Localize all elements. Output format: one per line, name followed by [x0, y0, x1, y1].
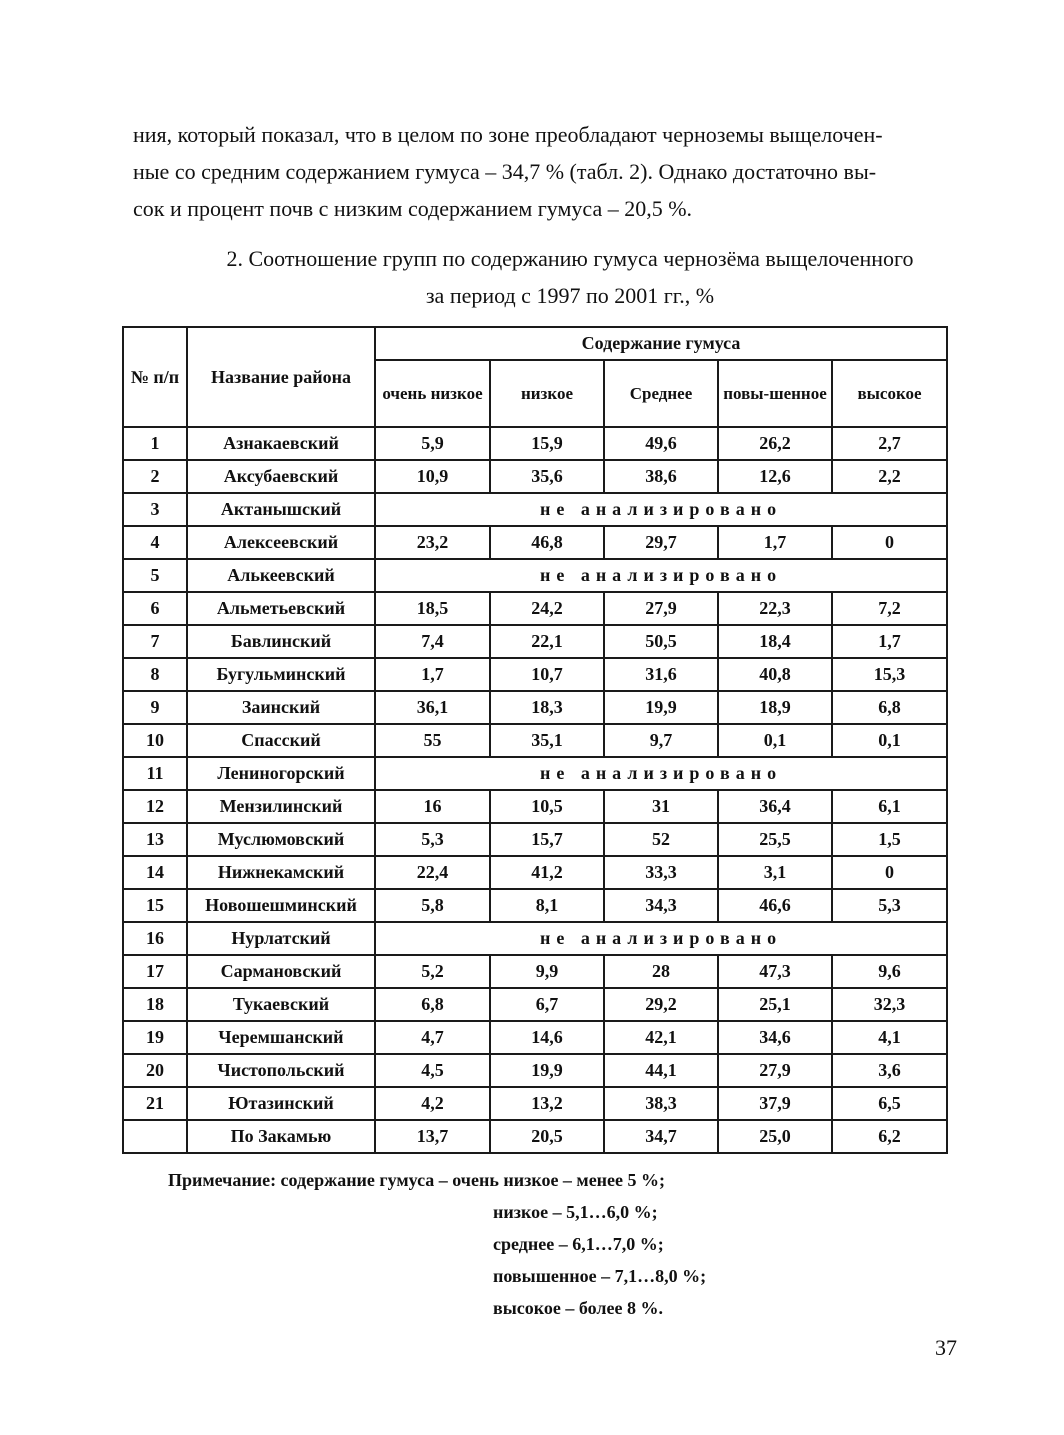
cell-value: 4,1 [832, 1021, 947, 1054]
cell-value: 0,1 [832, 724, 947, 757]
cell-value: 2,7 [832, 427, 947, 460]
cell-district: Муслюмовский [187, 823, 375, 856]
cell-district: Аксубаевский [187, 460, 375, 493]
cell-value: 18,3 [490, 691, 604, 724]
cell-value: 31 [604, 790, 718, 823]
cell-value: 16 [375, 790, 490, 823]
cell-district: Бугульминский [187, 658, 375, 691]
cell-value: 40,8 [718, 658, 832, 691]
cell-district: Алексеевский [187, 526, 375, 559]
cell-value: 5,9 [375, 427, 490, 460]
cell-value: 22,1 [490, 625, 604, 658]
cell-value: 5,3 [375, 823, 490, 856]
cell-value: 23,2 [375, 526, 490, 559]
cell-value: 0 [832, 856, 947, 889]
cell-value: 6,8 [832, 691, 947, 724]
cell-value: 52 [604, 823, 718, 856]
cell-district: Спасский [187, 724, 375, 757]
cell-district: Бавлинский [187, 625, 375, 658]
cell-district: Мензилинский [187, 790, 375, 823]
cell-value: 8,1 [490, 889, 604, 922]
table-row [123, 460, 947, 493]
cell-value: 6,2 [832, 1120, 947, 1153]
cell-value: 6,8 [375, 988, 490, 1021]
cell-value: 13,7 [375, 1120, 490, 1153]
cell-value: 46,8 [490, 526, 604, 559]
cell-not-analyzed: не анализировано [375, 757, 947, 790]
cell-value: 33,3 [604, 856, 718, 889]
cell-value: 0,1 [718, 724, 832, 757]
table-row [123, 559, 947, 592]
cell-not-analyzed: не анализировано [375, 922, 947, 955]
cell-value: 19,9 [490, 1054, 604, 1087]
cell-number: 4 [123, 526, 187, 559]
cell-value: 4,7 [375, 1021, 490, 1054]
table-row [123, 724, 947, 757]
table-row [123, 592, 947, 625]
cell-value: 15,3 [832, 658, 947, 691]
cell-value: 4,5 [375, 1054, 490, 1087]
cell-value: 25,1 [718, 988, 832, 1021]
cell-value: 36,4 [718, 790, 832, 823]
cell-value: 9,6 [832, 955, 947, 988]
cell-value: 4,2 [375, 1087, 490, 1120]
cell-district: Новошешминский [187, 889, 375, 922]
cell-value: 55 [375, 724, 490, 757]
note-lead: Примечание: содержание гумуса – очень низкое – менее 5 %; [168, 1170, 666, 1190]
cell-district: Заинский [187, 691, 375, 724]
cell-district: Тукаевский [187, 988, 375, 1021]
cell-value: 50,5 [604, 625, 718, 658]
cell-value: 26,2 [718, 427, 832, 460]
cell-district: Нижнекамский [187, 856, 375, 889]
cell-value: 15,7 [490, 823, 604, 856]
cell-number: 5 [123, 559, 187, 592]
cell-value: 19,9 [604, 691, 718, 724]
col-header-low: низкое [490, 360, 604, 427]
table-row [123, 988, 947, 1021]
cell-value: 1,7 [832, 625, 947, 658]
cell-value: 35,1 [490, 724, 604, 757]
cell-value: 18,9 [718, 691, 832, 724]
paragraph-line: ния, который показал, что в целом по зоне преобладают черноземы выщелочен- [133, 122, 883, 147]
cell-number: 1 [123, 427, 187, 460]
cell-number: 12 [123, 790, 187, 823]
page-number: 37 [935, 1335, 957, 1360]
cell-district: Лениногорский [187, 757, 375, 790]
cell-value: 18,5 [375, 592, 490, 625]
cell-value: 24,2 [490, 592, 604, 625]
cell-number: 11 [123, 757, 187, 790]
cell-value: 22,3 [718, 592, 832, 625]
cell-number: 6 [123, 592, 187, 625]
table-row [123, 625, 947, 658]
cell-value: 36,1 [375, 691, 490, 724]
intro-paragraph [133, 116, 971, 227]
cell-value: 20,5 [490, 1120, 604, 1153]
cell-value: 1,5 [832, 823, 947, 856]
table-body [123, 427, 947, 1153]
cell-value: 6,7 [490, 988, 604, 1021]
cell-number: 19 [123, 1021, 187, 1054]
cell-value: 0 [832, 526, 947, 559]
cell-district: Сармановский [187, 955, 375, 988]
cell-value: 15,9 [490, 427, 604, 460]
cell-value: 6,5 [832, 1087, 947, 1120]
cell-value: 10,5 [490, 790, 604, 823]
table-row [123, 1054, 947, 1087]
cell-number: 18 [123, 988, 187, 1021]
cell-value: 14,6 [490, 1021, 604, 1054]
table-row [123, 691, 947, 724]
table-row [123, 955, 947, 988]
paragraph-line: сок и процент почв с низким содержанием гумуса – 20,5 %. [133, 196, 693, 221]
cell-district: Черемшанский [187, 1021, 375, 1054]
cell-district: Азнакаевский [187, 427, 375, 460]
cell-number: 7 [123, 625, 187, 658]
cell-value: 10,7 [490, 658, 604, 691]
caption-line-1: 2. Соотношение групп по содержанию гумуса чернозёма выщелоченного [226, 246, 914, 271]
cell-number: 3 [123, 493, 187, 526]
col-header-very-low: очень низкое [375, 360, 490, 427]
cell-value: 32,3 [832, 988, 947, 1021]
cell-value: 29,7 [604, 526, 718, 559]
cell-number: 2 [123, 460, 187, 493]
cell-value: 3,1 [718, 856, 832, 889]
cell-value: 1,7 [718, 526, 832, 559]
cell-value: 7,4 [375, 625, 490, 658]
cell-value: 3,6 [832, 1054, 947, 1087]
table-row [123, 823, 947, 856]
table-row [123, 757, 947, 790]
cell-value: 34,7 [604, 1120, 718, 1153]
cell-value: 49,6 [604, 427, 718, 460]
cell-district: По Закамью [187, 1120, 375, 1153]
cell-number: 17 [123, 955, 187, 988]
cell-number: 20 [123, 1054, 187, 1087]
table-row [123, 526, 947, 559]
note-item: высокое – более 8 %. [493, 1298, 663, 1318]
cell-value: 25,0 [718, 1120, 832, 1153]
cell-not-analyzed: не анализировано [375, 493, 947, 526]
cell-value: 46,6 [718, 889, 832, 922]
caption-line-2: за период с 1997 по 2001 гг., % [425, 283, 715, 308]
col-header-number: № п/п [123, 327, 187, 427]
cell-value: 2,2 [832, 460, 947, 493]
cell-value: 22,4 [375, 856, 490, 889]
cell-value: 37,9 [718, 1087, 832, 1120]
table-row [123, 790, 947, 823]
cell-number [123, 1120, 187, 1153]
cell-value: 9,7 [604, 724, 718, 757]
col-header-humus-group: Содержание гумуса [375, 327, 947, 360]
col-header-high: высокое [832, 360, 947, 427]
cell-value: 27,9 [718, 1054, 832, 1087]
cell-value: 42,1 [604, 1021, 718, 1054]
cell-value: 10,9 [375, 460, 490, 493]
cell-value: 38,3 [604, 1087, 718, 1120]
cell-value: 28 [604, 955, 718, 988]
table-row [123, 922, 947, 955]
table-caption [150, 240, 990, 314]
table-row [123, 1120, 947, 1153]
table-row [123, 427, 947, 460]
cell-value: 34,3 [604, 889, 718, 922]
cell-number: 15 [123, 889, 187, 922]
note-item: низкое – 5,1…6,0 %; [493, 1202, 658, 1222]
note-item: среднее – 6,1…7,0 %; [493, 1234, 664, 1254]
cell-number: 21 [123, 1087, 187, 1120]
cell-district: Альметьевский [187, 592, 375, 625]
table-row [123, 1021, 947, 1054]
cell-value: 7,2 [832, 592, 947, 625]
cell-value: 5,8 [375, 889, 490, 922]
table-row [123, 658, 947, 691]
cell-value: 38,6 [604, 460, 718, 493]
cell-district: Алькеевский [187, 559, 375, 592]
cell-number: 9 [123, 691, 187, 724]
cell-number: 16 [123, 922, 187, 955]
cell-value: 27,9 [604, 592, 718, 625]
cell-district: Нурлатский [187, 922, 375, 955]
cell-value: 6,1 [832, 790, 947, 823]
paragraph-line: ные со средним содержанием гумуса – 34,7 % (табл. 2). Однако достаточно вы- [133, 159, 877, 184]
cell-number: 10 [123, 724, 187, 757]
cell-value: 25,5 [718, 823, 832, 856]
cell-value: 41,2 [490, 856, 604, 889]
cell-value: 5,2 [375, 955, 490, 988]
cell-value: 35,6 [490, 460, 604, 493]
col-header-medium: Среднее [604, 360, 718, 427]
cell-number: 8 [123, 658, 187, 691]
table-row [123, 1087, 947, 1120]
cell-not-analyzed: не анализировано [375, 559, 947, 592]
cell-value: 29,2 [604, 988, 718, 1021]
note-item: повышенное – 7,1…8,0 %; [493, 1266, 707, 1286]
cell-district: Ютазинский [187, 1087, 375, 1120]
table-row [123, 856, 947, 889]
cell-value: 31,6 [604, 658, 718, 691]
col-header-district: Название района [187, 327, 375, 427]
cell-value: 47,3 [718, 955, 832, 988]
cell-value: 13,2 [490, 1087, 604, 1120]
cell-value: 1,7 [375, 658, 490, 691]
cell-number: 13 [123, 823, 187, 856]
cell-value: 44,1 [604, 1054, 718, 1087]
humus-table [122, 326, 948, 1154]
cell-value: 12,6 [718, 460, 832, 493]
cell-value: 34,6 [718, 1021, 832, 1054]
note-items [493, 1196, 706, 1324]
table-row [123, 889, 947, 922]
cell-value: 18,4 [718, 625, 832, 658]
cell-district: Чистопольский [187, 1054, 375, 1087]
cell-value: 9,9 [490, 955, 604, 988]
cell-value: 5,3 [832, 889, 947, 922]
cell-district: Актанышский [187, 493, 375, 526]
col-header-elevated: повы-шенное [718, 360, 832, 427]
table-row [123, 493, 947, 526]
cell-number: 14 [123, 856, 187, 889]
